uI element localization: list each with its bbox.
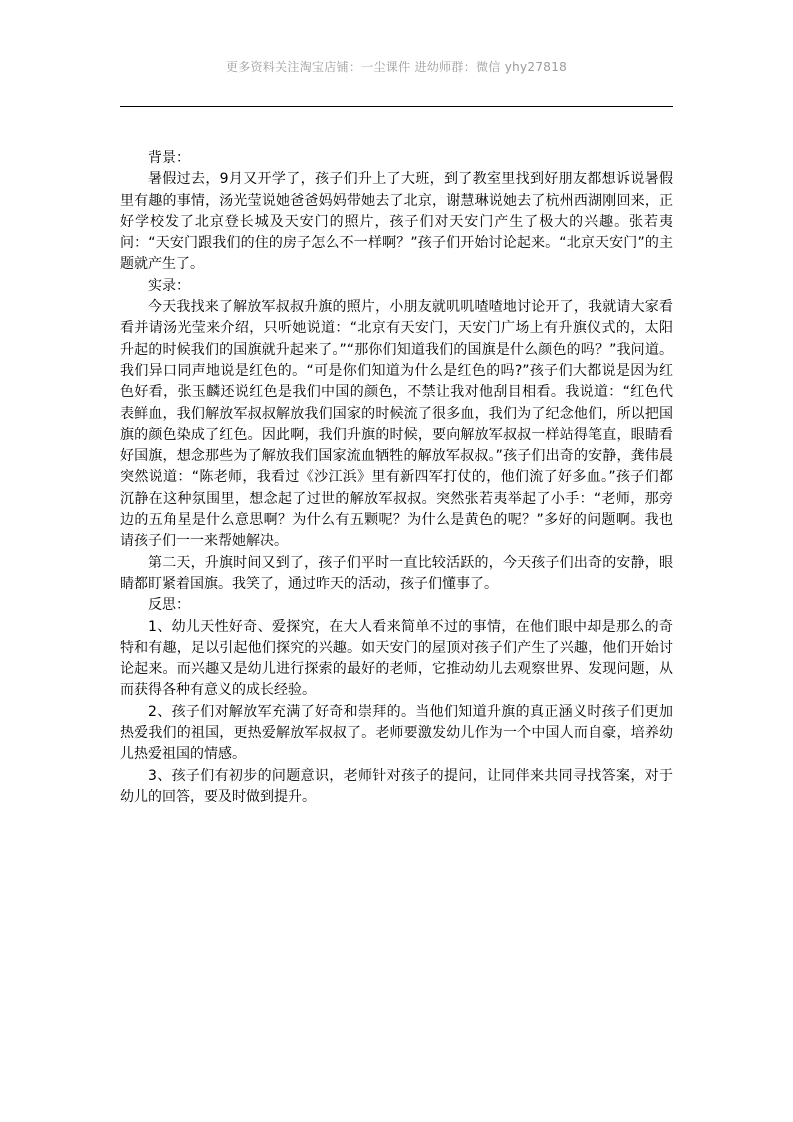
reflection-item-2: 2、孩子们对解放军充满了好奇和崇拜的。当他们知道升旗的真正涵义时孩子们更加热爱我们的祖国，更热爱解放军叔叔了。老师要激发幼儿作为一个中国人而自豪，培养幼儿热爱祖国的情感。 — [120, 703, 673, 763]
paragraph-background: 暑假过去，9月又开学了，孩子们升上了大班，到了教室里找到好朋友都想诉说暑假里有趣的事情，汤光莹说她爸爸妈妈带她去了北京，谢慧琳说她去了杭州西湖刚回来，正好学校发了北京登长城及天安门的照片，孩子们对天安门产生了极大的兴趣。张若夷问：“天安门跟我们的住的房子怎么不一样啊？”孩子们开始讨论起来。“北京天安门”的主题就产生了。 — [120, 171, 673, 273]
page-header: 更多资料关注淘宝店铺：一尘课件 进幼师群：微信 yhy27818 — [225, 60, 568, 74]
reflection-item-3: 3、孩子们有初步的问题意识，老师针对孩子的提问，让同伴来共同寻找答案，对于幼儿的回答，要及时做到提升。 — [120, 767, 673, 805]
header-divider — [120, 106, 673, 107]
section-heading-record: 实录： — [148, 277, 190, 294]
section-heading-reflection: 反思： — [148, 597, 190, 614]
section-heading-background: 背景： — [148, 150, 190, 166]
paragraph-next-day: 第二天，升旗时间又到了，孩子们平时一直比较活跃的，今天孩子们出奇的安静，眼睛都盯紧着国旗。我笑了，通过昨天的活动，孩子们懂事了。 — [120, 554, 673, 592]
document-body — [120, 148, 673, 808]
reflection-item-1: 1、幼儿天性好奇、爱探究，在大人看来简单不过的事情，在他们眼中却是那么的奇特和有趣，足以引起他们探究的兴趣。如天安门的屋顶对孩子们产生了兴趣，他们开始讨论起来。而兴趣又是幼儿进行探索的最好的老师，它推动幼儿去观察世界、发现问题，从而获得各种有意义的成长经验。 — [120, 618, 673, 699]
paragraph-record: 今天我找来了解放军叔叔升旗的照片，小朋友就叽叽喳喳地讨论开了，我就请大家看看并请汤光莹来介绍，只听她说道：“北京有天安门，天安门广场上有升旗仪式的，太阳升起的时候我们的国旗就升起来了。”“那你们知道我们的国旗是什么颜色的吗？”我问道。我们异口同声地说是红色的。“可是你们知道为什么是红色的吗?”孩子们大都说是因为红色好看，张玉麟还说红色是我们中国的颜色，不禁让我对他刮目相看。我说道：“红色代表鲜血，我们解放军叔叔解放我们国家的时候流了很多血，我们为了纪念他们，所以把国旗的颜色染成了红色。因此啊，我们升旗的时候，要向解放军叔叔一样站得笔直，眼睛看好国旗，想念那些为了解放我们国家流血牺牲的解放军叔叔。”孩子们出奇的安静，龚伟晨突然说道：“陈老师，我看过《沙江浜》里有新四军打仗的，他们流了好多血。”孩子们都沉静在这种氛围里，想念起了过世的解放军叔叔。突然张若夷举起了小手：“老师，那旁边的五角星是什么意思啊？为什么有五颗呢？为什么是黄色的呢？”多好的问题啊。我也请孩子们一一来帮她解决。 — [120, 299, 673, 550]
